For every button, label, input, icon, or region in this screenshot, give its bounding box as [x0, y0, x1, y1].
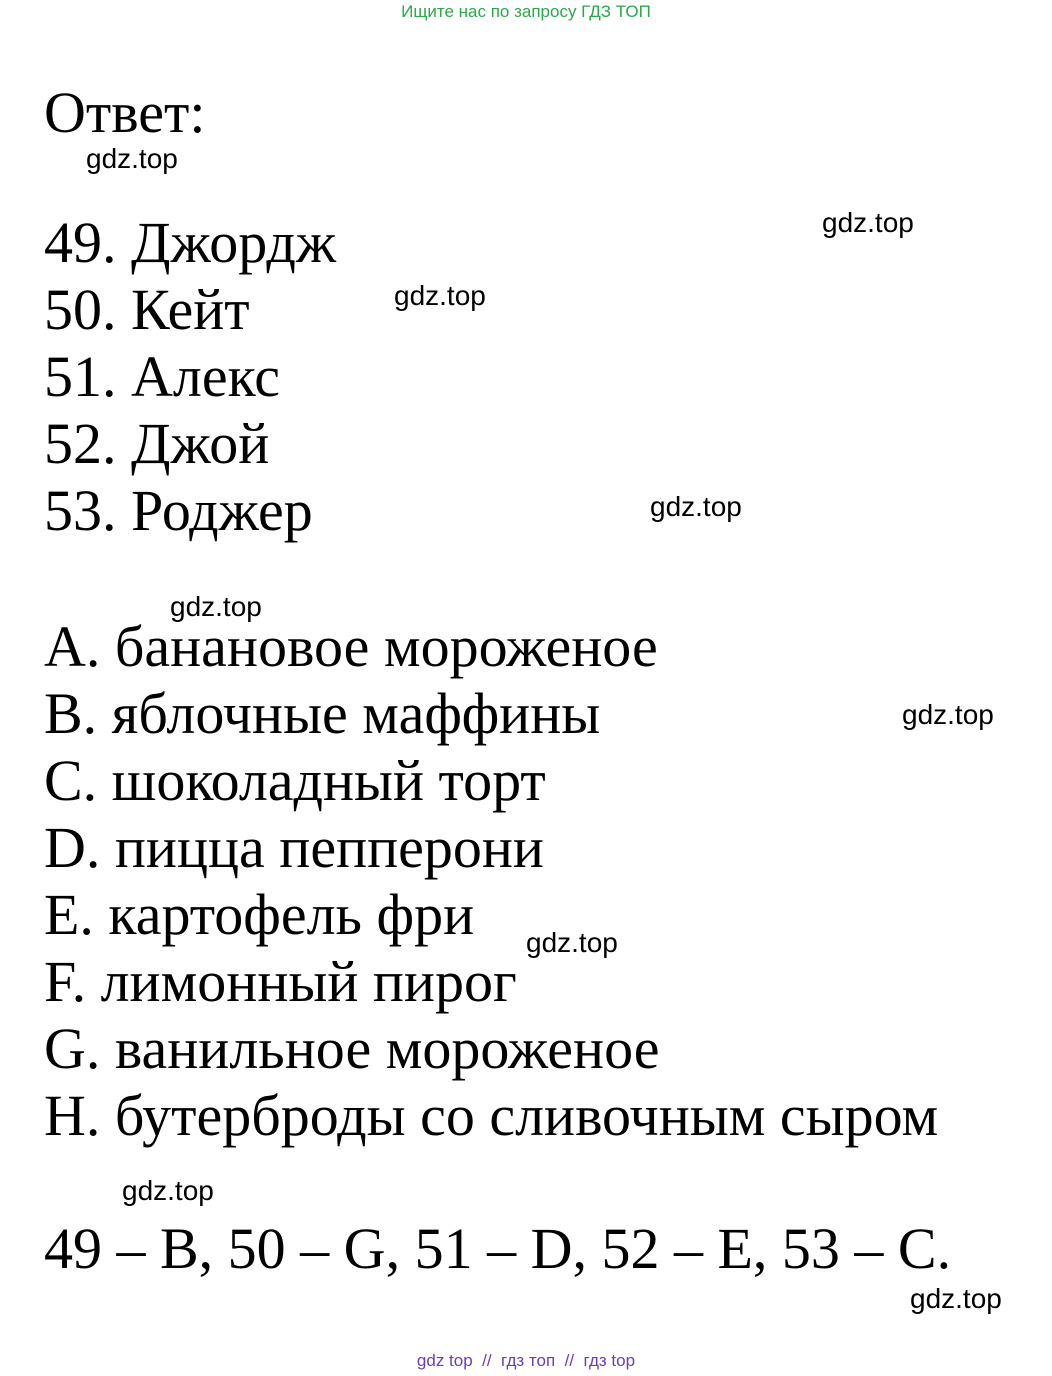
watermark: gdz.top	[86, 143, 178, 174]
watermark: gdz.top	[170, 591, 262, 622]
answer-line: 49 – B, 50 – G, 51 – D, 52 – E, 53 – C.	[44, 1216, 952, 1281]
person-item-49: 49. Джордж	[44, 210, 337, 275]
person-item-50: 50. Кейт	[44, 277, 250, 342]
person-item-51: 51. Алекс	[44, 344, 281, 409]
bottom-banner-link-gdz-top-mixed[interactable]: гдз top	[583, 1351, 636, 1370]
bottom-banner-link-gdz-top-ru[interactable]: гдз топ	[501, 1351, 556, 1370]
top-banner: Ищите нас по запросу ГДЗ ТОП	[401, 2, 651, 21]
answer-heading: Ответ:	[44, 80, 206, 145]
watermark: gdz.top	[394, 280, 486, 311]
watermark: gdz.top	[822, 207, 914, 238]
option-item-h: H. бутерброды со сливочным сыром	[44, 1083, 939, 1148]
option-item-b: B. яблочные маффины	[44, 681, 601, 746]
watermark: gdz.top	[526, 927, 618, 958]
person-item-53: 53. Роджер	[44, 478, 313, 543]
person-item-52: 52. Джой	[44, 411, 270, 476]
option-item-f: F. лимонный пирог	[44, 949, 517, 1014]
watermark: gdz.top	[910, 1283, 1002, 1314]
watermark: gdz.top	[650, 491, 742, 522]
option-item-a: A. банановое мороженое	[44, 614, 658, 679]
bottom-banner-separator: //	[482, 1351, 492, 1370]
watermark: gdz.top	[902, 699, 994, 730]
bottom-banner-separator: //	[564, 1351, 575, 1370]
bottom-banner	[0, 1351, 1052, 1371]
option-item-e: E. картофель фри	[44, 882, 475, 947]
option-item-c: C. шоколадный торт	[44, 748, 546, 813]
option-item-d: D. пицца пепперони	[44, 815, 544, 880]
watermark: gdz.top	[122, 1175, 214, 1206]
bottom-banner-link-gdz-top[interactable]: gdz top	[416, 1351, 473, 1370]
option-item-g: G. ванильное мороженое	[44, 1016, 660, 1081]
